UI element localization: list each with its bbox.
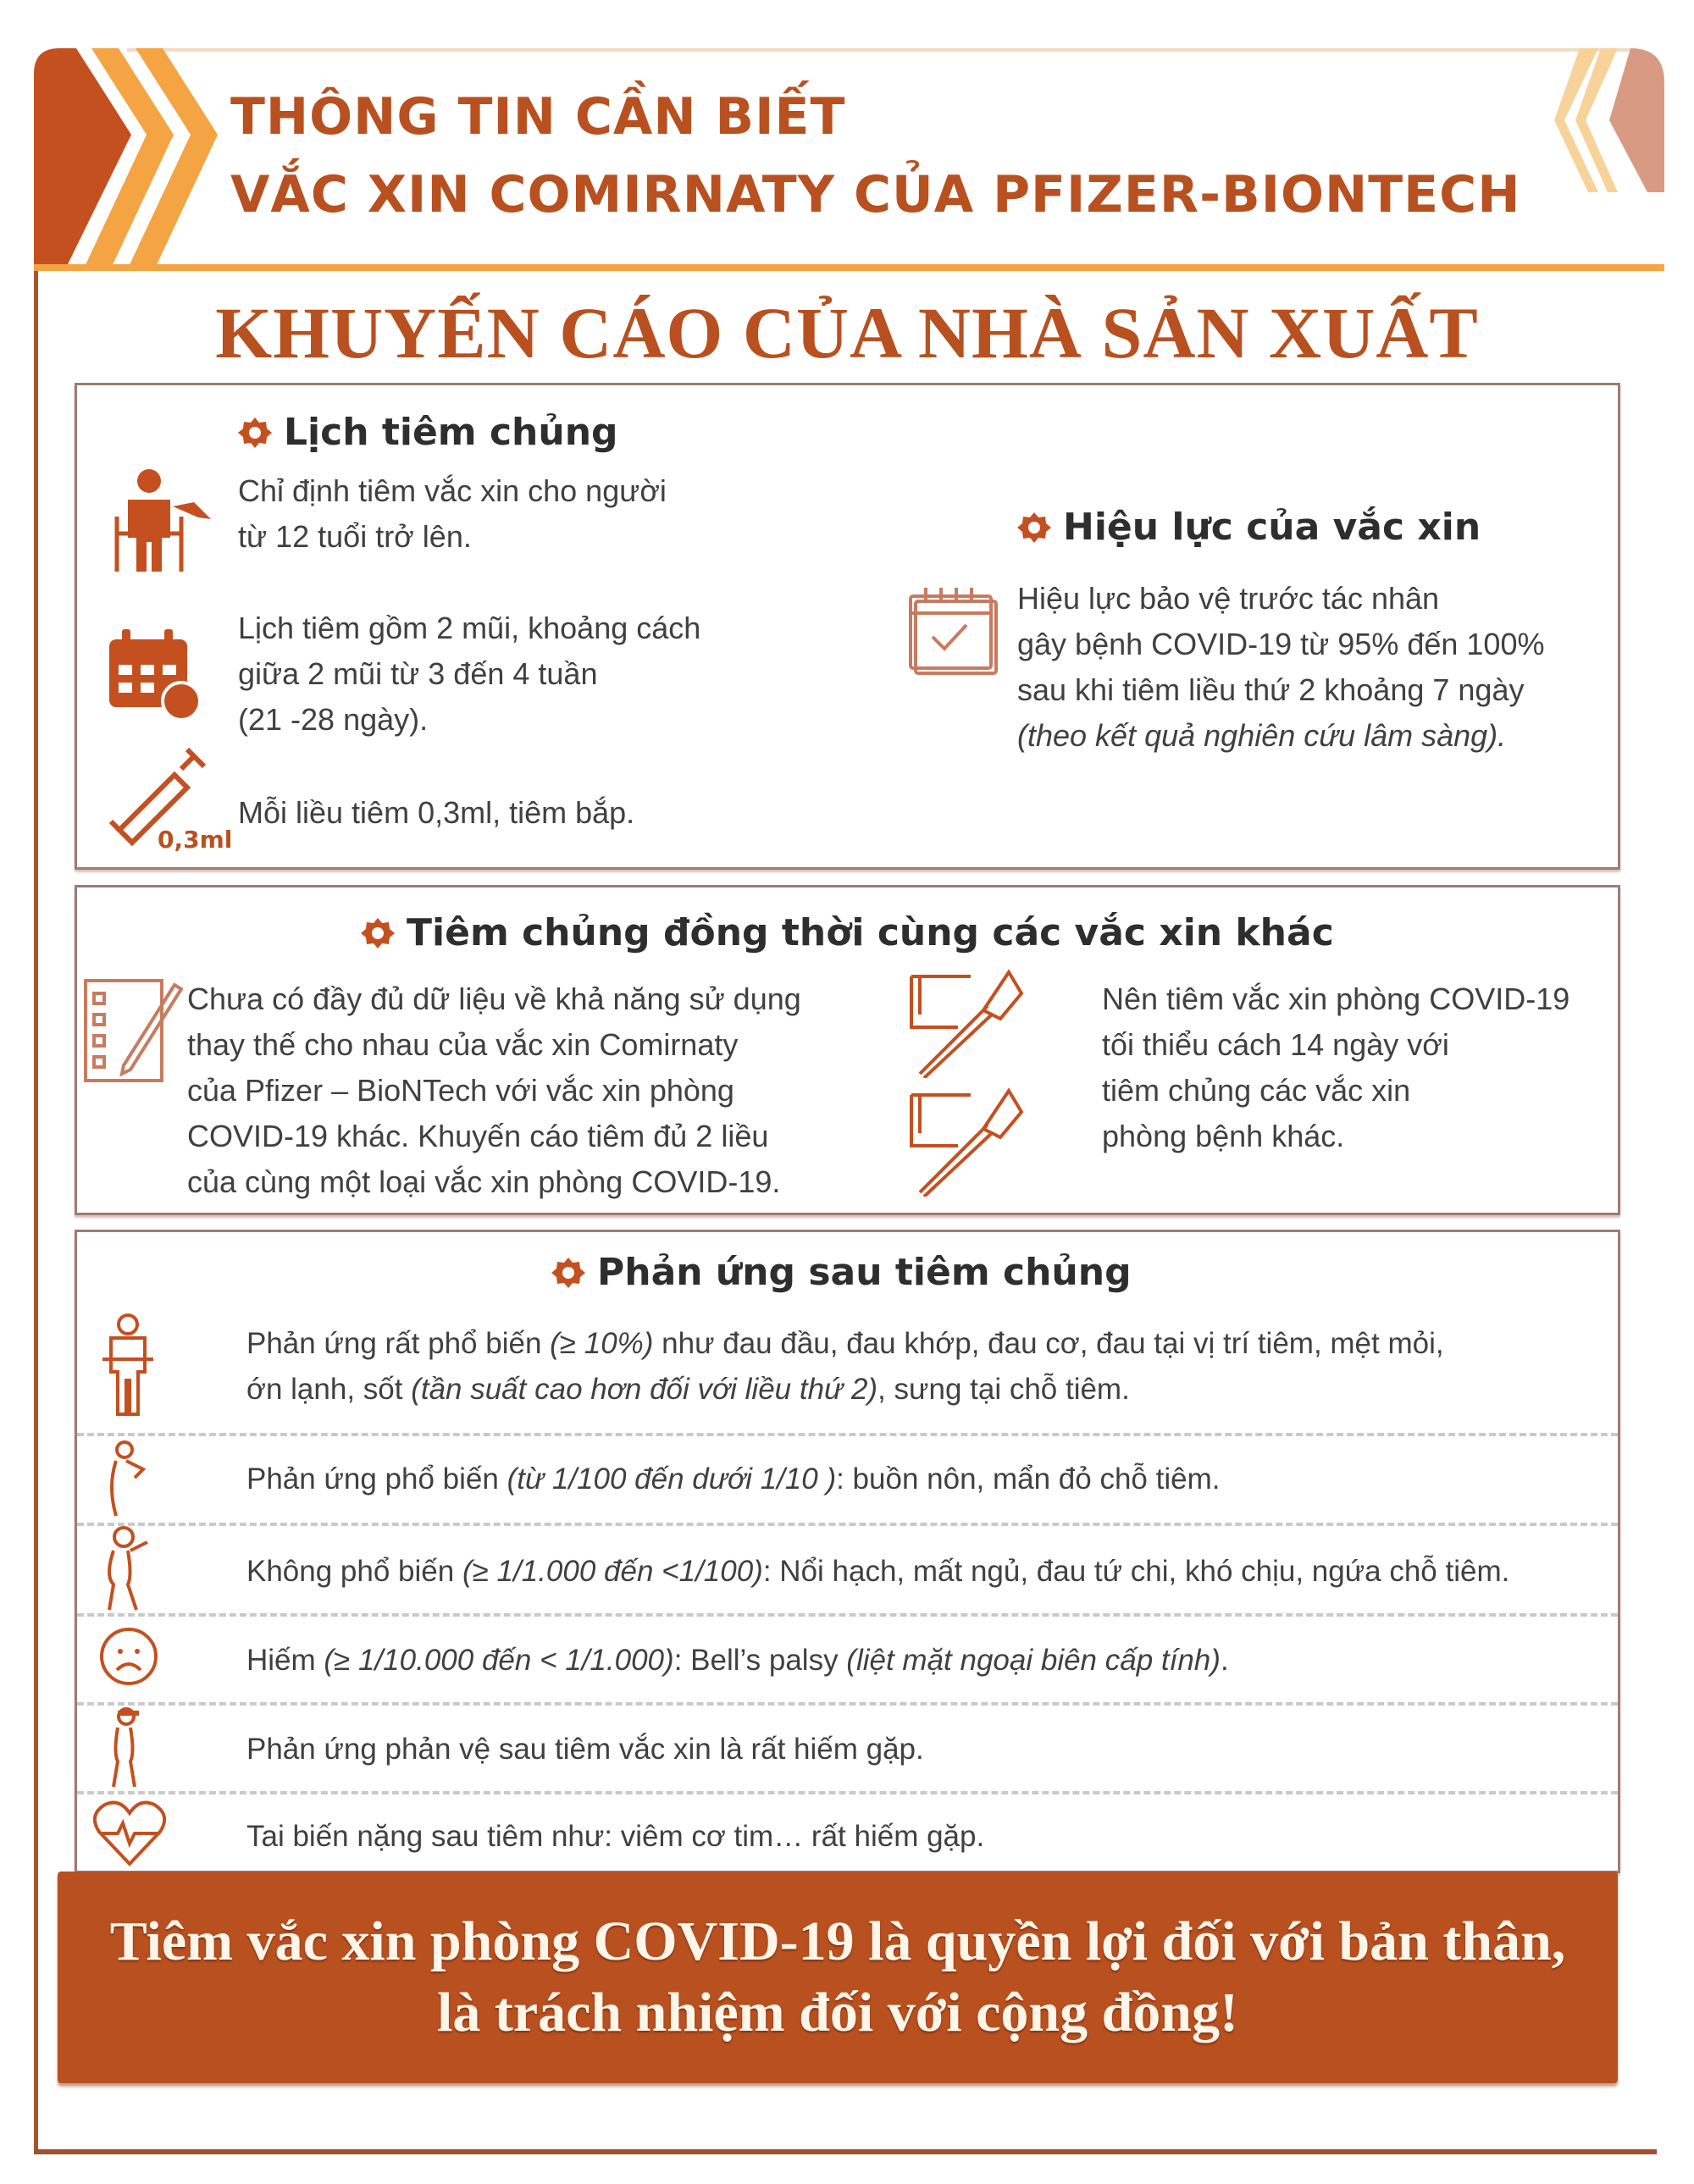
section-heading: KHUYẾN CÁO CỦA NHÀ SẢN XUẤT <box>215 292 1479 373</box>
efficacy-text: Hiệu lực bảo vệ trước tác nhân gây bệnh COVID-19 từ 95% đến 100% sau khi tiêm liều thứ 2 khoảng 7 ngày (theo kết quả nghiên cứu lâm sàng). <box>1017 581 1545 753</box>
sad-face-icon <box>98 1626 159 1687</box>
left-chevron-decoration <box>34 48 220 270</box>
person-seated-icon <box>107 466 217 576</box>
calendar-check-icon <box>907 584 1005 682</box>
flower-bullet-icon <box>551 1256 585 1290</box>
schedule-title: Lịch tiêm chủng <box>284 411 618 454</box>
nausea-person-icon <box>101 1440 152 1520</box>
flower-bullet-icon <box>361 916 395 950</box>
reactions-title: Phản ứng sau tiêm chủng <box>597 1251 1132 1294</box>
reaction-text-2: Phản ứng phổ biến (từ 1/100 đến dưới 1/10 ): buồn nôn, mẩn đỏ chỗ tiêm. <box>246 1462 1221 1496</box>
schedule-heading <box>238 411 618 454</box>
call-to-action-banner <box>58 1872 1618 2083</box>
arm-injection-icon <box>907 968 1026 1078</box>
coadmin-right-text: Nên tiêm vắc xin phòng COVID-19 tối thiểu cách 14 ngày với tiêm chủng các vắc xin phòng bệnh khác. <box>1102 981 1570 1153</box>
flower-bullet-icon <box>1017 511 1051 545</box>
reaction-row <box>77 1435 1618 1524</box>
schedule-item-3: Mỗi liều tiêm 0,3ml, tiêm bắp. <box>238 795 635 830</box>
schedule-item-2: Lịch tiêm gồm 2 mũi, khoảng cách giữa 2 mũi từ 3 đến 4 tuần (21 -28 ngày). <box>238 611 701 737</box>
title-line-1: THÔNG TIN CẦN BIẾT <box>230 87 846 147</box>
efficacy-heading <box>1017 506 1481 549</box>
page-title <box>230 78 1603 234</box>
coadmin-heading <box>361 911 1334 954</box>
arm-injection-icon <box>907 1086 1026 1197</box>
reaction-text-6: Tai biến nặng sau tiêm như: viêm cơ tim… rất hiếm gặp. <box>246 1820 985 1853</box>
reaction-row <box>77 1705 1618 1789</box>
reaction-text-4: Hiếm (≥ 1/10.000 đến < 1/1.000): Bell’s palsy (liệt mặt ngoại biên cấp tính). <box>246 1644 1229 1677</box>
schedule-efficacy-panel <box>75 383 1620 870</box>
coadministration-panel <box>75 885 1620 1215</box>
checklist-pencil-icon <box>81 976 183 1086</box>
header-top-rule <box>127 48 1635 52</box>
flower-bullet-icon <box>238 416 272 450</box>
efficacy-title: Hiệu lực của vắc xin <box>1063 506 1481 549</box>
reaction-text-3: Không phổ biến (≥ 1/1.000 đến <1/100): Nổi hạch, mất ngủ, đau tứ chi, khó chịu, ngứa chỗ tiêm. <box>246 1555 1510 1588</box>
title-line-2: VẮC XIN COMIRNATY CỦA PFIZER-BIONTECH <box>230 165 1521 224</box>
dose-label: 0,3ml <box>158 826 233 854</box>
efficacy-note: (theo kết quả nghiên cứu lâm sàng). <box>1017 718 1507 753</box>
heartbeat-icon <box>92 1798 167 1867</box>
allergic-person-icon <box>101 1706 152 1789</box>
coadmin-left-text: Chưa có đầy đủ dữ liệu về khả năng sử dụng thay thế cho nhau của vắc xin Comirnaty của Pfizer – BioNTech với vắc xin phòng COVID-19 khác. Khuyến cáo tiêm đủ 2 liều của cùng một loại vắc xin phòng COVID-19. <box>187 981 801 1199</box>
reaction-row <box>77 1794 1618 1874</box>
frame-left-border <box>34 169 38 2153</box>
reaction-text-5: Phản ứng phản vệ sau tiêm vắc xin là rất hiếm gặp. <box>246 1733 924 1766</box>
reaction-text-1: Phản ứng rất phổ biến (≥ 10%) như đau đầu, đau khớp, đau cơ, đau tại vị trí tiêm, mệt mỏi, ớn lạnh, sốt (tần suất cao hơn đối với liều thứ 2), sưng tại chỗ tiêm. <box>246 1327 1444 1406</box>
reaction-row <box>77 1304 1618 1431</box>
schedule-item-1: Chỉ định tiêm vắc xin cho người từ 12 tuổi trở lên. <box>238 473 667 554</box>
cta-line-2: là trách nhiệm đối với cộng đồng! <box>437 1982 1238 2043</box>
reactions-panel <box>75 1230 1620 1873</box>
itching-person-icon <box>98 1525 158 1614</box>
coadmin-title: Tiêm chủng đồng thời cùng các vắc xin khác <box>407 911 1334 954</box>
reaction-row <box>77 1616 1618 1700</box>
cta-line-1: Tiêm vắc xin phòng COVID-19 là quyền lợi đối với bản thân, <box>109 1910 1566 1972</box>
frame-bottom-border <box>34 2149 1657 2154</box>
header-bottom-rule <box>34 264 1664 271</box>
reaction-row <box>77 1525 1618 1614</box>
body-aches-icon <box>98 1313 158 1418</box>
calendar-icon <box>107 627 204 724</box>
reactions-heading <box>551 1251 1132 1294</box>
